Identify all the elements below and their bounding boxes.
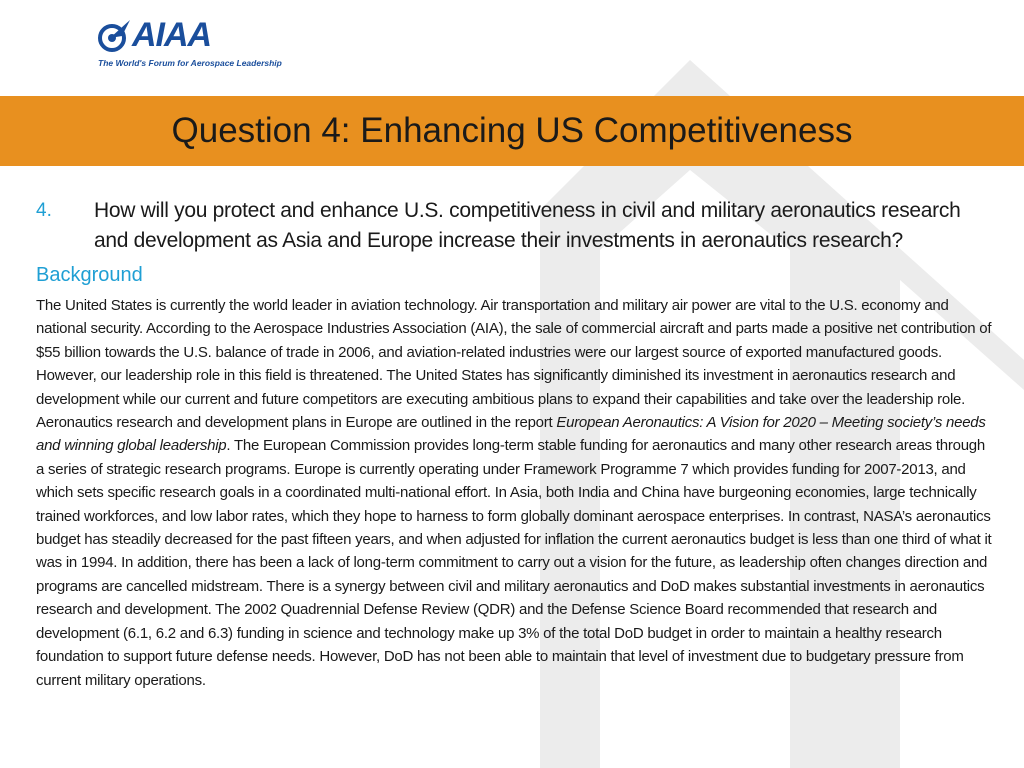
slide-content	[36, 196, 994, 692]
background-paragraph	[36, 294, 994, 692]
question-text: How will you protect and enhance U.S. competitiveness in civil and military aeronautics research and development as Asia and Europe increase their investments in aeronautics research?	[94, 199, 961, 252]
background-text-end: . The European Commission provides long-term stable funding for aeronautics and many other research areas through a series of strategic research programs. Europe is currently operating under Framework Programme 7 which provides funding for 2007-2013, and which sets specific research goals in a coordinated multi-national effort. In Asia, both India and China have burgeoning economies, large technically trained workforces, and low labor rates, which they hope to harness to form globally dominant aerospace enterprises. In contrast, NASA’s aeronautics budget has steadily decreased for the past fifteen years, and when adjusted for inflation the current aeronautics budget is less than one third of what it was in 1994. In addition, there has been a lack of long-term commitment to carry out a vision for the future, as leadership often changes direction and programs are cancelled midstream. There is a synergy between civil and military aeronautics and DoD makes substantial investments in aeronautics research and development. The 2002 Quadrennial Defense Review (QDR) and the Defense Science Board recommended that research and development (6.1, 6.2 and 6.3) funding in science and technology make up 3% of the total DoD budget in order to maintain a healthy research foundation to support future defense needs. However, DoD has not been able to maintain that level of investment due to budgetary pressure from current military operations.	[36, 437, 992, 689]
background-text-start: The United States is currently the world leader in aviation technology. Air transportation and military air power are vital to the U.S. economy and national security. According to the Aerospace Industries Association (AIA), the sale of commercial aircraft and parts made a positive net contribution of $55 billion towards the U.S. balance of trade in 2006, and aviation-related industries were our largest source of exported manufactured goods. However, our leadership role in this field is threatened. The United States has significantly diminished its investment in aeronautics research and development while our current and future competitors are executing ambitious plans to expand their capabilities and take over the leadership role. Aeronautics research and development plans in Europe are outlined in the report	[36, 297, 992, 432]
question-number: 4.	[36, 200, 52, 221]
slide-title: Question 4: Enhancing US Competitiveness	[171, 111, 853, 150]
aiaa-logo	[96, 16, 282, 80]
report-title: European Aeronautics: A Vision for 2020 – Meeting society’s needs and winning global leadership	[36, 414, 986, 455]
aiaa-emblem-icon	[96, 18, 134, 52]
logo-tagline: The World's Forum for Aerospace Leadership	[98, 58, 282, 68]
title-band	[0, 96, 1024, 166]
background-heading: Background	[36, 264, 143, 286]
question-item	[36, 196, 994, 256]
logo-wordmark: AIAA	[132, 16, 212, 54]
